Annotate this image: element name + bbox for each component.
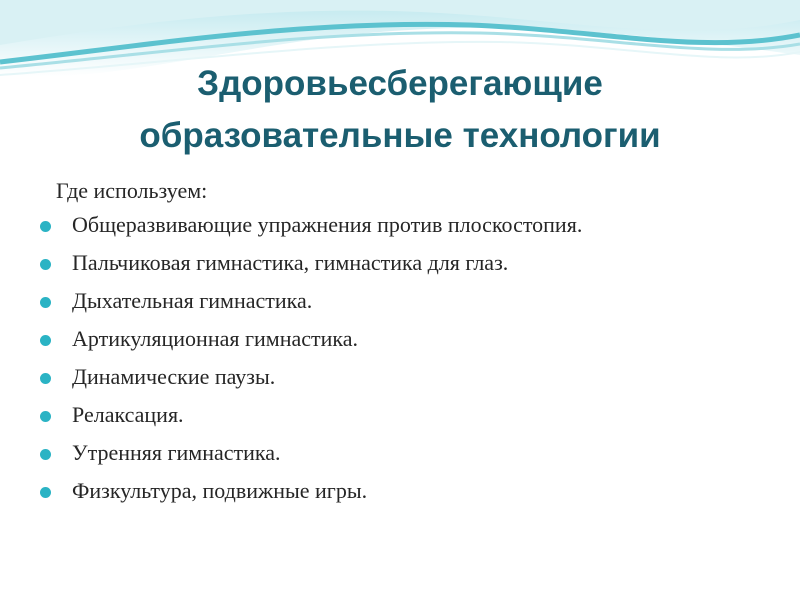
bullet-text: Пальчиковая гимнастика, гимнастика для глаз. <box>72 250 509 275</box>
list-item <box>38 438 758 468</box>
slide-title-line-2: образовательные технологии <box>139 116 661 155</box>
bullet-list <box>38 210 758 514</box>
bullet-dot-icon <box>40 221 51 232</box>
bullet-text: Утренняя гимнастика. <box>72 440 281 465</box>
list-item <box>38 324 758 354</box>
list-item <box>38 400 758 430</box>
list-item <box>38 248 758 278</box>
bullet-text: Дыхательная гимнастика. <box>72 288 313 313</box>
list-item <box>38 210 758 240</box>
list-item <box>38 476 758 506</box>
bullet-text: Артикуляционная гимнастика. <box>72 326 358 351</box>
bullet-dot-icon <box>40 449 51 460</box>
list-item <box>38 362 758 392</box>
slide-title-line-1: Здоровьесберегающие <box>197 64 603 103</box>
intro-text: Где используем: <box>56 178 208 203</box>
slide-title <box>0 58 800 162</box>
bullet-text: Физкультура, подвижные игры. <box>72 478 368 503</box>
bullet-text: Общеразвивающие упражнения против плоскостопия. <box>72 212 583 237</box>
bullet-dot-icon <box>40 411 51 422</box>
bullet-dot-icon <box>40 373 51 384</box>
bullet-dot-icon <box>40 259 51 270</box>
bullet-dot-icon <box>40 335 51 346</box>
bullet-dot-icon <box>40 487 51 498</box>
bullet-text: Релаксация. <box>72 402 184 427</box>
bullet-dot-icon <box>40 297 51 308</box>
bullet-text: Динамические паузы. <box>72 364 276 389</box>
list-item <box>38 286 758 316</box>
